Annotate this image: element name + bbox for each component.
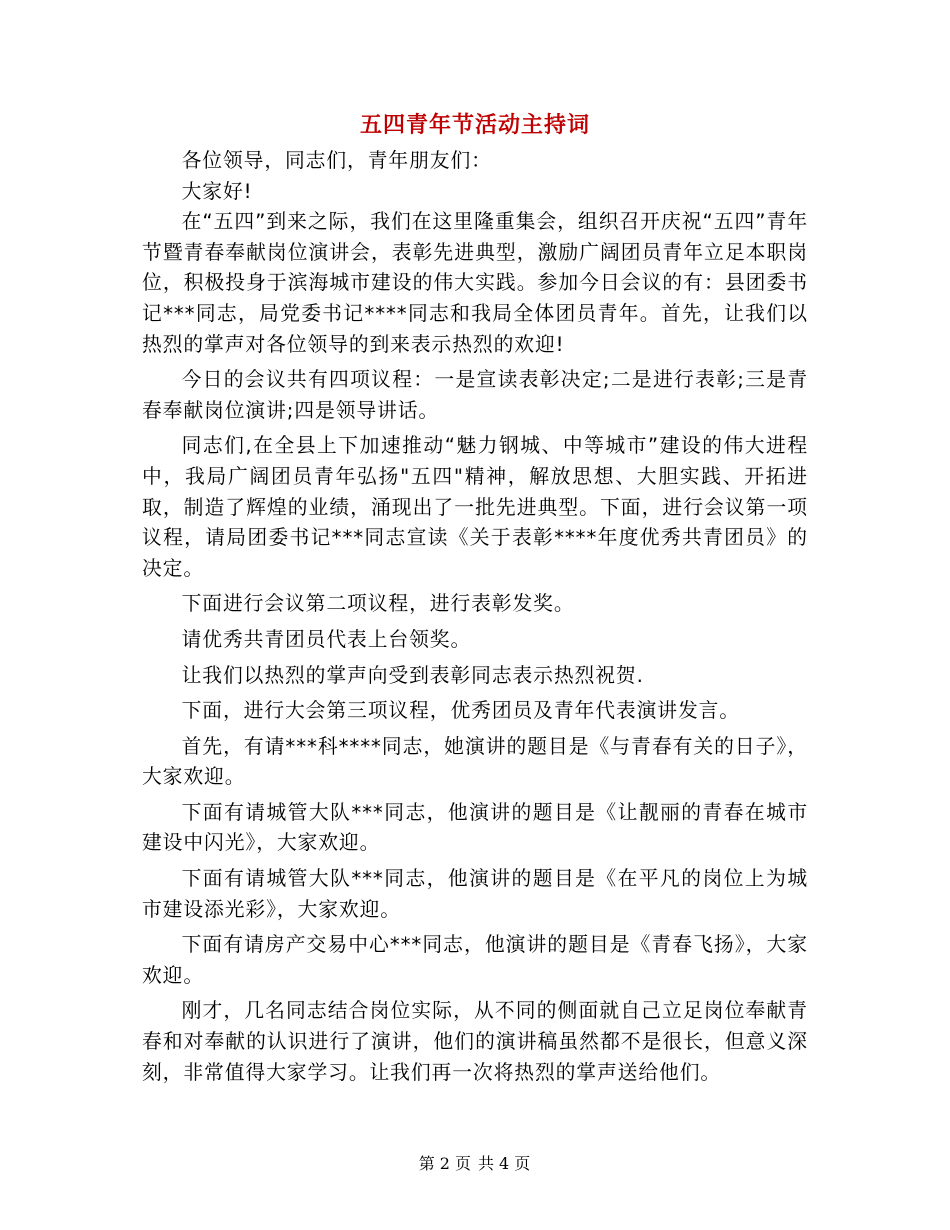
paragraph-opening: 在“五四”到来之际，我们在这里隆重集会，组织召开庆祝“五四”青年节暨青春奉献岗位演讲会，表彰先进典型，激励广阔团员青年立足本职岗位，积极投身于滨海城市建设的伟大实践。参加今日会议的有：县团委书记***同志，局党委书记****同志和我局全体团员青年。首先，让我们以热烈的掌声对各位领导的到来表示热烈的欢迎! [142, 210, 808, 356]
page-footer [0, 1153, 950, 1175]
paragraph-salutation: 各位领导，同志们，青年朋友们： [181, 149, 492, 172]
paragraph-speaker-3: 下面有请城管大队***同志，他演讲的题目是《在平凡的岗位上为城市建设添光彩》，大家欢迎。 [142, 867, 808, 921]
footer-total-pages: 4 [499, 1154, 511, 1173]
document-body [142, 146, 808, 1088]
footer-mid: 页 共 [454, 1154, 496, 1173]
paragraph-speaker-1: 首先，有请***科****同志，她演讲的题目是《与青春有关的日子》，大家欢迎。 [142, 734, 808, 789]
paragraph-first-item: 同志们,在全县上下加速推动“魅力钢城、中等城市”建设的伟大进程中，我局广阔团员青年弘扬"五四"精神，解放思想、大胆实践、开拓进取，制造了辉煌的业绩，涌现出了一批先进典型。下面，进行会议第一项议程，请局团委书记***同志宣读《关于表彰****年度优秀共青团员》的决定。 [142, 434, 808, 580]
paragraph-award: 请优秀共青团员代表上台领奖。 [181, 627, 472, 651]
footer-prefix: 第 [418, 1154, 436, 1173]
paragraph-third-item: 下面，进行大会第三项议程，优秀团员及青年代表演讲发言。 [181, 699, 740, 723]
paragraph-greeting: 大家好! [181, 179, 253, 203]
paragraph-speaker-4: 下面有请房产交易中心***同志，他演讲的题目是《青春飞扬》，大家欢迎。 [142, 933, 808, 987]
paragraph-second-item: 下面进行会议第二项议程，进行表彰发奖。 [181, 592, 575, 616]
footer-suffix: 页 [514, 1154, 532, 1173]
paragraph-agenda: 今日的会议共有四项议程：一是宣读表彰决定;二是进行表彰;三是青春奉献岗位演讲;四是领导讲话。 [142, 368, 808, 422]
paragraph-congrats: 让我们以热烈的掌声向受到表彰同志表示热烈祝贺. [181, 663, 644, 687]
document-title: 五四青年节活动主持词 [359, 113, 590, 138]
paragraph-summary: 刚才，几名同志结合岗位实际，从不同的侧面就自己立足岗位奉献青春和对奉献的认识进行了演讲，他们的演讲稿虽然都不是很长，但意义深刻，非常值得大家学习。让我们再一次将热烈的掌声送给他们。 [142, 999, 808, 1084]
paragraph-speaker-2: 下面有请城管大队***同志，他演讲的题目是《让靓丽的青春在城市建设中闪光》，大家欢迎。 [142, 800, 808, 855]
footer-current-page: 2 [439, 1154, 451, 1173]
